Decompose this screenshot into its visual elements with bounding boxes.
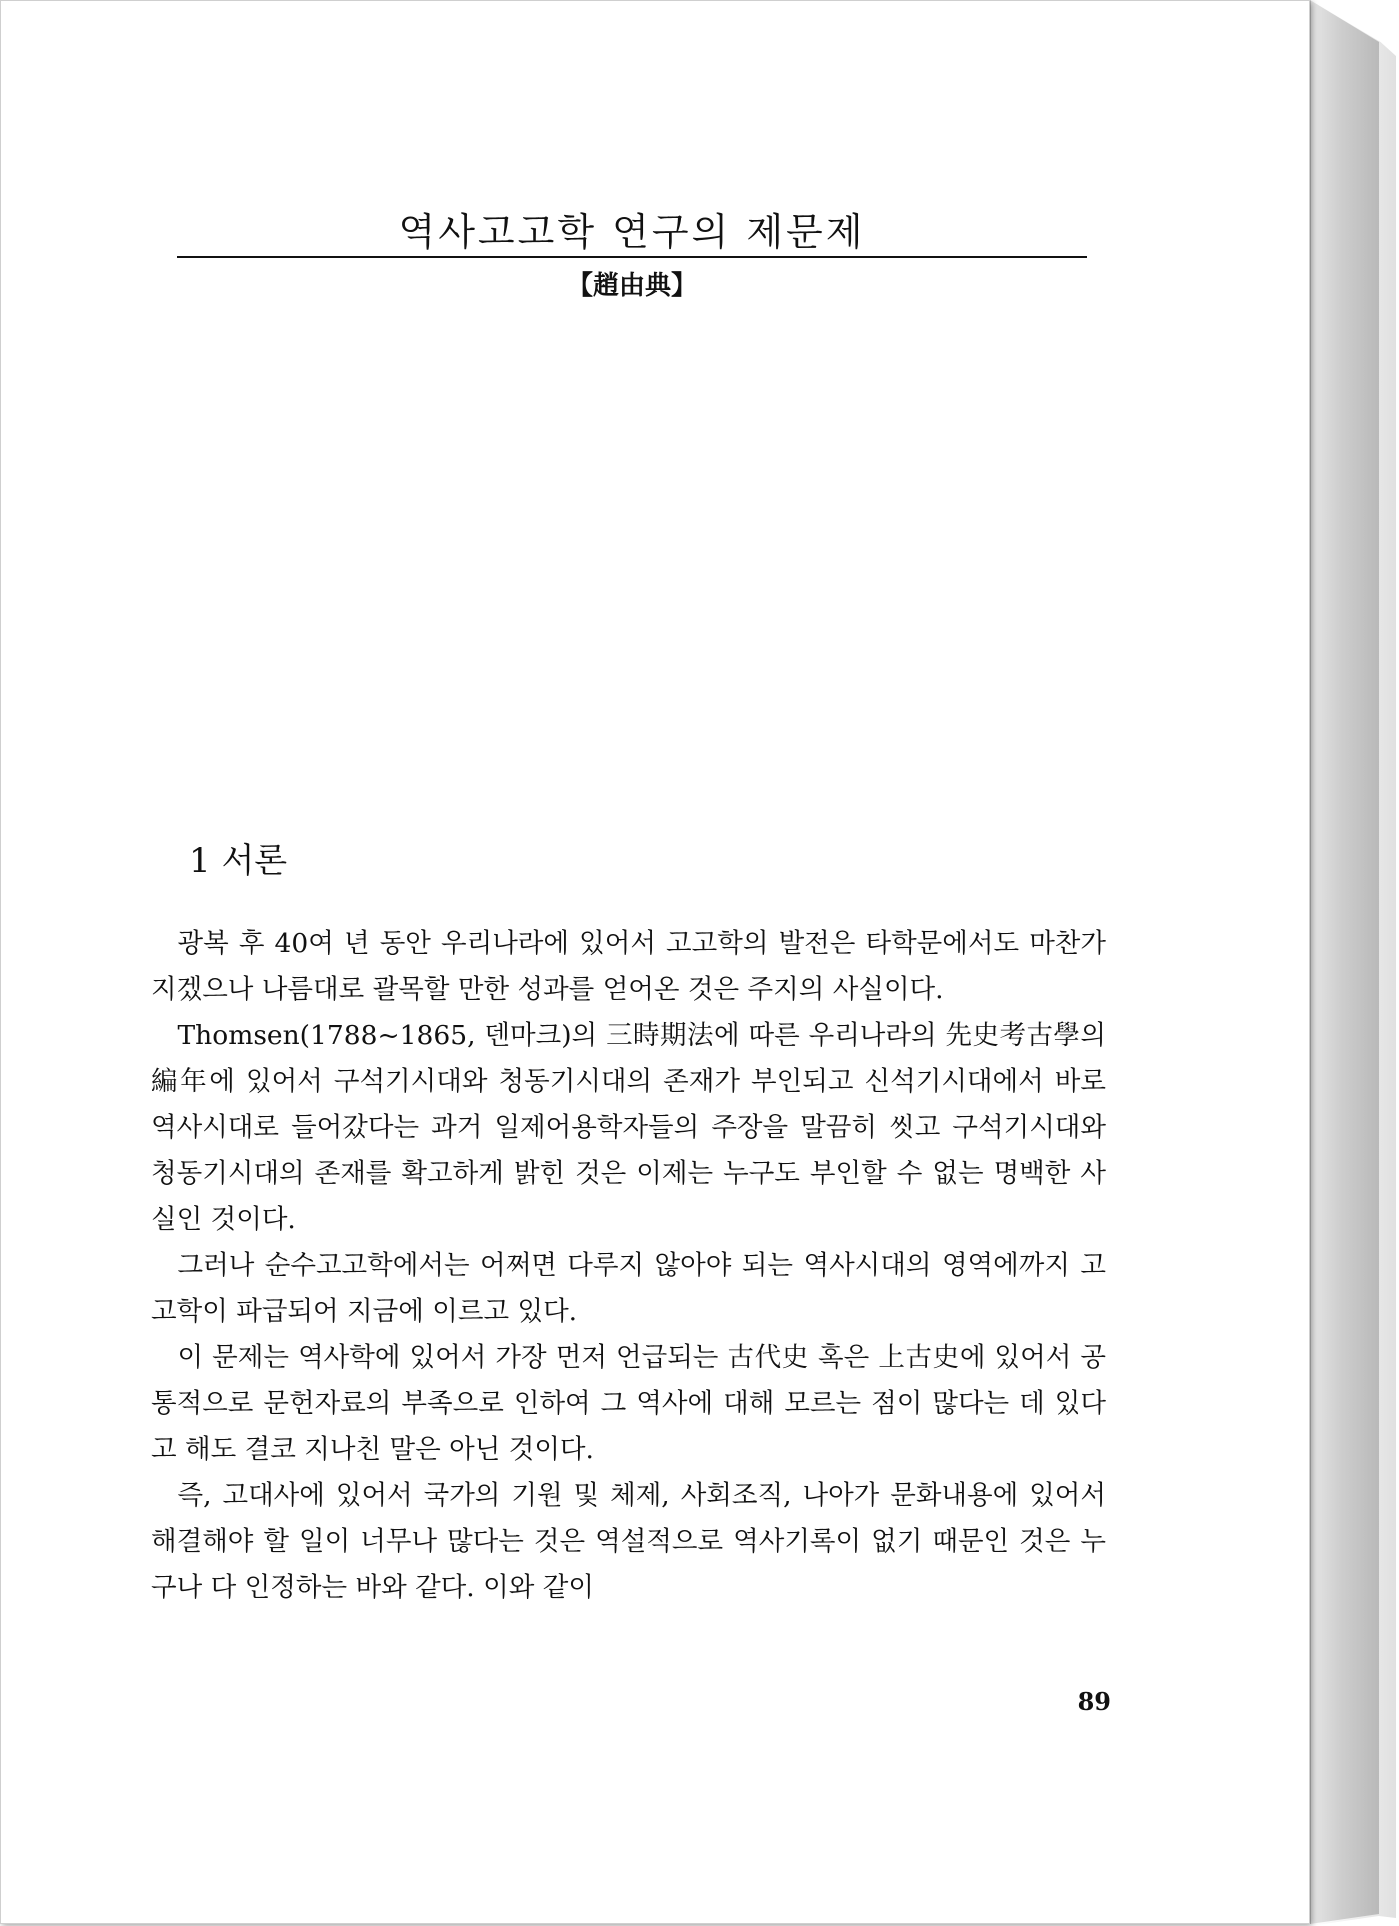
section-heading: 1 서론	[189, 841, 288, 881]
article-title: 역사고고학 연구의 제문제	[398, 210, 866, 254]
paragraph-1: 광복 후 40여 년 동안 우리나라에 있어서 고고학의 발전은 타학문에서도 마찬가지겠으나 나름대로 괄목할 만한 성과를 얻어온 것은 주지의 사실이다.	[151, 928, 1106, 1005]
body-text	[151, 921, 1106, 1611]
paragraph-3: 그러나 순수고고학에서는 어쩌면 다루지 않아야 되는 역사시대의 영역에까지 고고학이 파급되어 지금에 이르고 있다.	[151, 1250, 1106, 1327]
paragraph-2: Thomsen(1788~1865, 덴마크)의 三時期法에 따른 우리나라의 先史考古學의 編年에 있어서 구석기시대와 청동기시대의 존재가 부인되고 신석기시대에서 바로 역사시대로 들어갔다는 과거 일제어용학자들의 주장을 말끔히 씻고 구석기시대와 청동기시대의 존재를 확고하게 밝힌 것은 이제는 누구도 부인할 수 없는 명백한 사실인 것이다.	[151, 1020, 1106, 1235]
paragraph-4: 이 문제는 역사학에 있어서 가장 먼저 언급되는 古代史 혹은 上古史에 있어서 공통적으로 문헌자료의 부족으로 인하여 그 역사에 대해 모르는 점이 많다는 데 있다고 해도 결코 지나친 말은 아닌 것이다.	[151, 1342, 1106, 1465]
title-rule	[177, 256, 1087, 258]
book-side-edge	[1310, 0, 1379, 1924]
page-number: 89	[1077, 1687, 1111, 1716]
paragraph-5: 즉, 고대사에 있어서 국가의 기원 및 체제, 사회조직, 나아가 문화내용에 있어서 해결해야 할 일이 너무나 많다는 것은 역설적으로 역사기록이 없기 때문인 것은 누구나 다 인정하는 바와 같다. 이와 같이	[151, 1480, 1106, 1603]
article-author: 【趙由典】	[566, 271, 697, 301]
